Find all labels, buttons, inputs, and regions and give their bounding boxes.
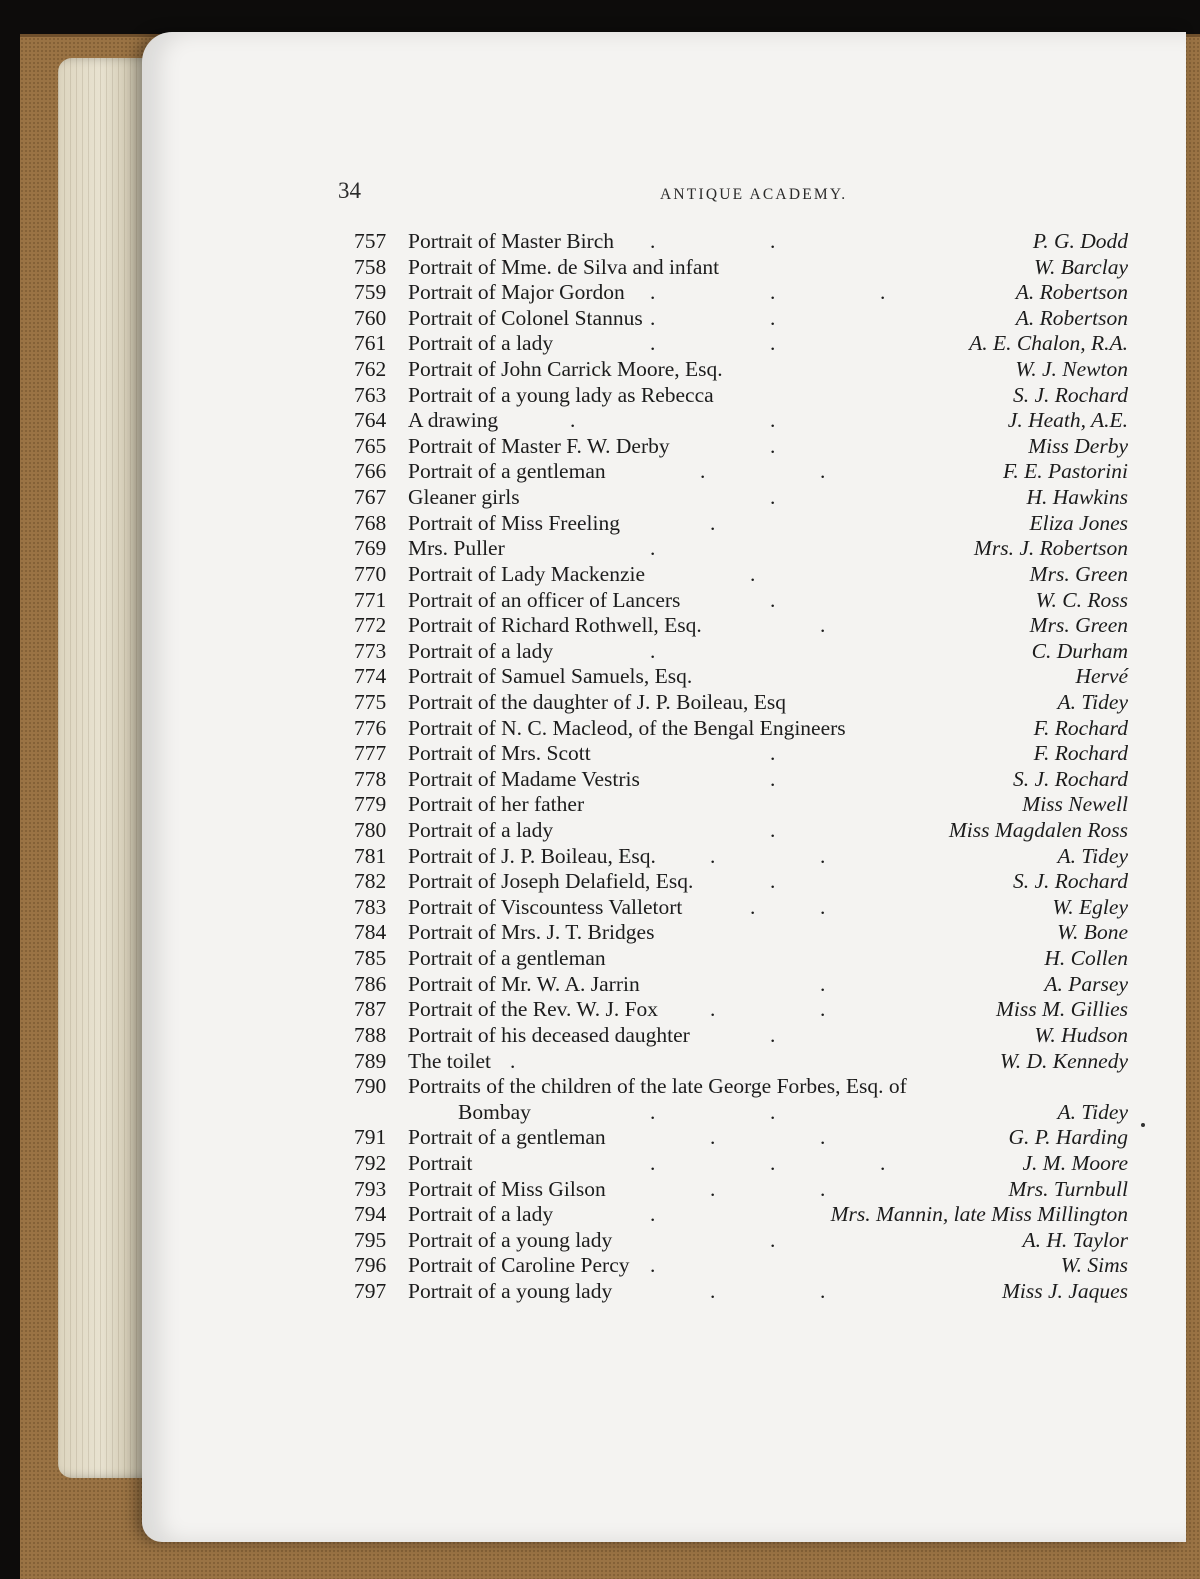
leader-dot: . [770,869,816,894]
catalogue-entry [350,255,1128,281]
entry-title: Mrs. Puller [408,536,505,561]
catalogue-entry [350,767,1128,793]
catalogue-entry [350,741,1128,767]
catalogue-entry [350,895,1128,921]
entry-title-continuation: Bombay [458,1099,531,1124]
catalogue-entry [350,972,1128,998]
entry-artist: Miss J. Jaques [1002,1279,1128,1303]
entry-number: 797 [354,1279,387,1303]
entry-artist: Miss Magdalen Ross [948,818,1128,843]
entry-number: 792 [354,1150,387,1175]
leader-dot: . [710,997,756,1022]
entry-title: Portrait of an officer of Lancers [408,587,681,612]
entry-title: The toilet [408,1048,491,1073]
entry-artist: W. Barclay [1034,254,1128,279]
catalogue-entry [350,946,1128,972]
leader-dot: . [770,1022,816,1047]
entry-artist: Mrs. J. Robertson [973,536,1128,561]
entry-number: 781 [354,843,387,868]
leader-dot: . [770,408,816,433]
entry-number: 761 [354,331,387,356]
entry-artist: W. Sims [1060,1253,1128,1278]
entry-title: Portrait of Miss Freeling [408,510,620,535]
entry-title: Portrait of John Carrick Moore, Esq. [408,357,723,382]
leader-dot: . [820,459,866,484]
catalogue-entry [350,997,1128,1023]
leader-dot: . [770,433,816,458]
catalogue-entry [350,690,1128,716]
entry-number: 791 [354,1125,387,1150]
entry-number: 768 [354,510,387,535]
entry-number: 766 [354,459,387,484]
entry-number: 789 [354,1048,387,1073]
entry-number: 774 [354,664,387,689]
entry-number: 763 [354,382,387,407]
entry-number: 779 [354,792,387,817]
entry-title: Portrait of J. P. Boileau, Esq. [408,843,656,868]
catalogue-entry [350,792,1128,818]
catalogue-entry [350,1049,1128,1075]
entry-number: 783 [354,894,387,919]
catalogue-entry [350,818,1128,844]
entry-artist: G. P. Harding [1008,1125,1128,1150]
entry-title: Portrait of Richard Rothwell, Esq. [408,613,702,638]
leader-dot: . [510,1048,556,1073]
leader-dot: . [750,561,796,586]
leader-dot: . [770,305,816,330]
catalogue-entry [350,613,1128,639]
leader-dot: . [770,1099,816,1124]
entry-number: 773 [354,638,387,663]
entry-artist: F. E. Pastorini [1002,459,1128,484]
catalogue-entry [350,357,1128,383]
entry-title: Portrait of Mme. de Silva and infant [408,254,720,279]
entry-number: 765 [354,433,387,458]
entry-number: 782 [354,869,387,894]
entry-title: Portrait of N. C. Macleod, of the Bengal Engineers [408,715,846,740]
entry-artist: Eliza Jones [1029,510,1128,535]
entry-number: 784 [354,920,387,945]
leader-dot: . [770,1150,816,1175]
entry-title: Portrait of a young lady [408,1279,613,1303]
entry-number: 790 [354,1074,387,1099]
entry-artist: S. J. Rochard [1012,382,1128,407]
leader-dot: . [770,280,816,305]
entry-artist: Mrs. Mannin, late Miss Millington [830,1202,1128,1227]
leader-dot: . [710,843,756,868]
entry-number: 778 [354,766,387,791]
leader-dot: . [650,331,696,356]
catalogue-entry [350,1202,1128,1228]
entry-number: 776 [354,715,387,740]
entry-title: Portrait of a gentleman [408,1125,606,1150]
entry-title: Portrait of Mrs. Scott [408,741,591,766]
entry-title: Portrait of a young lady [408,1227,613,1252]
catalogue-entry [350,459,1128,485]
leader-dot: . [770,587,816,612]
entry-artist: W. Bone [1057,920,1128,945]
entry-artist: Mrs. Turnbull [1008,1176,1128,1201]
entry-title: Portrait of Major Gordon [408,280,625,305]
entry-artist: W. C. Ross [1035,587,1128,612]
entry-title: Portrait of Lady Mackenzie [408,561,646,586]
entry-artist: W. Hudson [1034,1022,1128,1047]
entry-number: 764 [354,408,387,433]
ink-mark [1141,1123,1145,1127]
catalogue-entry [350,229,1128,255]
entry-title: Portrait of Mr. W. A. Jarrin [408,971,640,996]
leader-dot: . [770,766,816,791]
entry-title: Portrait of Samuel Samuels, Esq. [408,664,693,689]
entry-artist: W. Egley [1052,894,1128,919]
entry-artist: Hervé [1075,664,1128,689]
entry-title: Portrait of a lady [408,1202,554,1227]
leader-dot: . [820,1279,866,1303]
entry-title: Portrait of a lady [408,331,554,356]
catalogue-entry [350,1074,1128,1125]
leader-dot: . [770,485,816,510]
catalogue-entry [350,511,1128,537]
entry-title: Portrait of a gentleman [408,459,606,484]
leader-dot: . [650,229,696,253]
leader-dot: . [710,1279,756,1303]
entry-title: Portrait of a gentleman [408,946,606,971]
catalogue-entry [350,306,1128,332]
leader-dot: . [650,1099,696,1124]
leader-dot: . [820,843,866,868]
catalogue-entry [350,639,1128,665]
entry-number: 787 [354,997,387,1022]
entry-artist: J. Heath, A.E. [1007,408,1128,433]
leader-dot: . [820,894,866,919]
entry-number: 772 [354,613,387,638]
catalogue-entry [350,1279,1128,1305]
leader-dot: . [700,459,746,484]
entry-title: Portrait of the Rev. W. J. Fox [408,997,659,1022]
leader-dot: . [770,818,816,843]
entry-number: 759 [354,280,387,305]
entry-title: Gleaner girls [408,485,520,510]
entry-title: Portrait of the daughter of J. P. Boileau, Esq [408,689,786,714]
entry-number: 788 [354,1022,387,1047]
entry-artist: A. Robertson [1015,305,1128,330]
entry-title: Portrait of Mrs. J. T. Bridges [408,920,655,945]
leader-dot: . [880,1150,926,1175]
catalogue-entry [350,869,1128,895]
leader-dot: . [710,510,756,535]
leader-dot: . [750,894,796,919]
entry-artist: H. Hawkins [1026,485,1128,510]
catalogue-entries [350,229,1128,1305]
entry-artist: A. Tidey [1057,689,1128,714]
leader-dot: . [770,229,816,253]
leader-dot: . [820,1176,866,1201]
entry-title: Portrait of Caroline Percy [408,1253,630,1278]
entry-artist: Miss M. Gillies [996,997,1128,1022]
entry-artist: A. Tidey [1057,1099,1128,1124]
catalogue-entry [350,844,1128,870]
leader-dot: . [820,971,866,996]
leader-dot: . [650,305,696,330]
catalogue-entry [350,1177,1128,1203]
entry-artist: A. Tidey [1057,843,1128,868]
entry-artist: C. Durham [1031,638,1128,663]
entry-title: Portrait of her father [408,792,585,817]
entry-number: 770 [354,561,387,586]
entry-number: 762 [354,357,387,382]
entry-title: Portrait of a lady [408,638,554,663]
entry-artist: W. J. Newton [1015,357,1128,382]
entry-title: Portrait [408,1150,473,1175]
catalogue-entry [350,1253,1128,1279]
entry-title: Portrait of Joseph Delafield, Esq. [408,869,694,894]
entry-number: 796 [354,1253,387,1278]
entry-artist: W. D. Kennedy [999,1048,1128,1073]
leader-dot: . [650,1253,696,1278]
entry-title: Portraits of the children of the late George Forbes, Esq. of [408,1074,907,1099]
entry-title: Portrait of Master Birch [408,229,614,253]
leader-dot: . [570,408,616,433]
entry-number: 775 [354,689,387,714]
entry-artist: A. H. Taylor [1022,1227,1128,1252]
entry-artist: F. Rochard [1033,715,1128,740]
catalogue-entry [350,920,1128,946]
entry-title: A drawing [408,408,499,433]
entry-artist: H. Collen [1044,946,1128,971]
catalogue-entry [350,408,1128,434]
running-head: ANTIQUE ACADEMY. [660,186,848,203]
leader-dot: . [650,1202,696,1227]
entry-number: 758 [354,254,387,279]
page-number: 34 [338,178,361,203]
catalogue-entry [350,1151,1128,1177]
entry-number: 777 [354,741,387,766]
entry-title: Portrait of Colonel Stannus [408,305,643,330]
catalogue-entry [350,1125,1128,1151]
entry-title: Portrait of Master F. W. Derby [408,433,670,458]
entry-number: 771 [354,587,387,612]
leader-dot: . [820,613,866,638]
entry-artist: A. E. Chalon, R.A. [969,331,1128,356]
leader-dot: . [770,1227,816,1252]
entry-number: 786 [354,971,387,996]
entry-title: Portrait of Viscountess Valletort [408,894,683,919]
entry-title: Portrait of Miss Gilson [408,1176,606,1201]
entry-artist: S. J. Rochard [1012,766,1128,791]
leader-dot: . [880,280,926,305]
catalogue-entry [350,280,1128,306]
entry-artist: P. G. Dodd [1032,229,1128,253]
entry-number: 769 [354,536,387,561]
entry-artist: Miss Derby [1028,433,1128,458]
catalogue-entry [350,716,1128,742]
entry-artist: F. Rochard [1033,741,1128,766]
entry-title: Portrait of a lady [408,818,554,843]
entry-artist: S. J. Rochard [1012,869,1128,894]
leader-dot: . [770,741,816,766]
entry-number: 757 [354,229,387,253]
catalogue-entry [350,588,1128,614]
catalogue-entry [350,485,1128,511]
catalogue-entry [350,562,1128,588]
catalogue-entry [350,383,1128,409]
catalogue-entry [350,1023,1128,1049]
entry-artist: J. M. Moore [1022,1150,1128,1175]
leader-dot: . [650,536,696,561]
entry-artist: A. Robertson [1015,280,1128,305]
entry-number: 760 [354,305,387,330]
entry-title: Portrait of Madame Vestris [408,766,640,791]
catalogue-entry [350,331,1128,357]
leader-dot: . [770,331,816,356]
entry-number: 767 [354,485,387,510]
leader-dot: . [820,1125,866,1150]
entry-number: 793 [354,1176,387,1201]
entry-artist: Mrs. Green [1029,561,1128,586]
leader-dot: . [820,997,866,1022]
catalogue-entry [350,664,1128,690]
entry-title: Portrait of his deceased daughter [408,1022,690,1047]
entry-artist: Mrs. Green [1029,613,1128,638]
catalogue-entry [350,536,1128,562]
catalogue-entry [350,1228,1128,1254]
entry-title: Portrait of a young lady as Rebecca [408,382,714,407]
entry-artist: Miss Newell [1022,792,1128,817]
leader-dot: . [710,1176,756,1201]
leader-dot: . [710,1125,756,1150]
entry-number: 785 [354,946,387,971]
entry-number: 780 [354,818,387,843]
leader-dot: . [650,638,696,663]
catalogue-entry [350,434,1128,460]
entry-number: 795 [354,1227,387,1252]
leader-dot: . [650,280,696,305]
entry-number: 794 [354,1202,387,1227]
leader-dot: . [650,1150,696,1175]
entry-artist: A. Parsey [1044,971,1128,996]
